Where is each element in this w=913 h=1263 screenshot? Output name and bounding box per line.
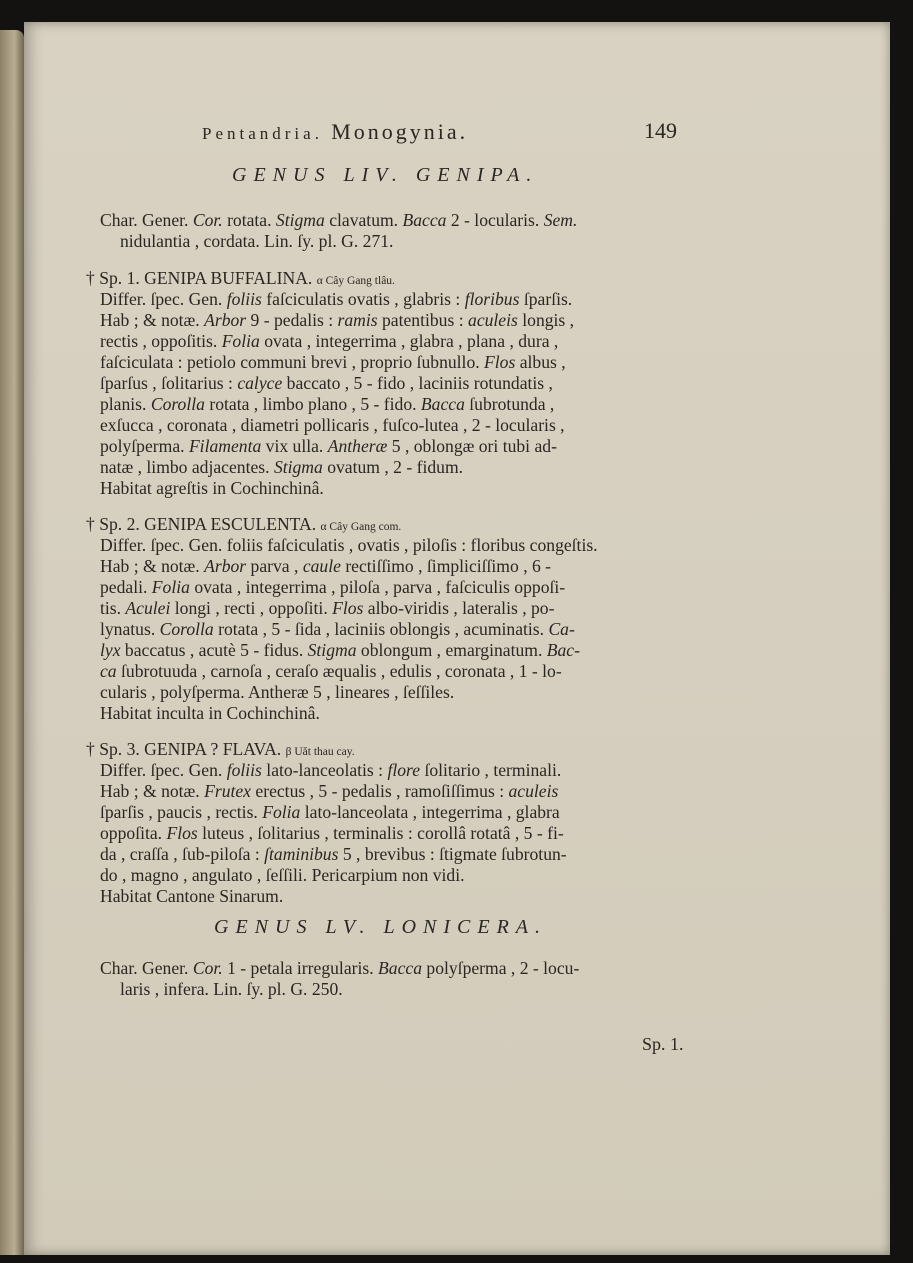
sp1-line: natæ , limbo adjacentes. Stigma ovatum , 2 - fidum. — [100, 457, 464, 477]
facing-page-edge — [0, 30, 24, 1255]
sp2-line: lynatus. Corolla rotata , 5 - ſida , laciniis oblongis , acuminatis. Ca- — [100, 619, 575, 639]
sp3-line: ſparſis , paucis , rectis. Folia lato-lanceolata , integerrima , glabra — [100, 802, 560, 822]
sp1-line: rectis , oppoſitis. Folia ovata , integerrima , glabra , plana , dura , — [100, 331, 559, 351]
running-head — [202, 119, 468, 145]
genus-54-char-line1: Char. Gener. Cor. rotata. Stigma clavatum. Bacca 2 - locularis. Sem. — [100, 210, 578, 230]
genus-55-char-line1: Char. Gener. Cor. 1 - petala irregularis. Bacca polyſperma , 2 - locu- — [100, 958, 580, 978]
sp1-line: exſucca , coronata , diametri pollicaris , fuſco-lutea , 2 - locularis , — [100, 415, 565, 435]
sp3-heading: † Sp. 3. GENIPA ? FLAVA. β Uăt thau cay. — [86, 739, 355, 759]
sp2-line: tis. Aculei longi , recti , oppoſiti. Flos albo-viridis , lateralis , po- — [100, 598, 555, 618]
sp2-habitat: Habitat inculta in Cochinchinâ. — [100, 703, 320, 723]
sp2-vernacular: α Cây Gang com. — [320, 521, 402, 533]
genus-54-title: GENUS LIV. GENIPA. — [232, 164, 539, 186]
running-head-pentandria: Pentandria. — [202, 124, 323, 143]
catchword: Sp. 1. — [642, 1034, 684, 1054]
sp3-vernacular: β Uăt thau cay. — [285, 746, 355, 758]
sp3-line: oppoſita. Flos luteus , ſolitarius , terminalis : corollâ rotatâ , 5 - fi- — [100, 823, 564, 843]
sp3-line: do , magno , angulato , ſeſſili. Pericarpium non vidi. — [100, 865, 465, 885]
sp1-line: polyſperma. Filamenta vix ulla. Antheræ 5 , oblongæ ori tubi ad- — [100, 436, 557, 456]
genus-55-title: GENUS LV. LONICERA. — [214, 916, 548, 938]
sp2-line: ca ſubrotuuda , carnoſa , ceraſo æqualis , edulis , coronata , 1 - lo- — [100, 661, 562, 681]
sp3-line: Hab ; & notæ. Frutex erectus , 5 - pedalis , ramoſiſſimus : aculeis — [100, 781, 559, 801]
genus-55-char-line2: laris , infera. Lin. ſy. pl. G. 250. — [120, 979, 343, 999]
sp1-habitat: Habitat agreſtis in Cochinchinâ. — [100, 478, 324, 498]
page-number: 149 — [644, 118, 677, 143]
sp1-line: planis. Corolla rotata , limbo plano , 5 - fido. Bacca ſubrotunda , — [100, 394, 555, 414]
sp1-line: ſparſus , ſolitarius : calyce baccato , 5 - fido , laciniis rotundatis , — [100, 373, 553, 393]
sp3-line: da , craſſa , ſub-piloſa : ſtaminibus 5 , brevibus : ſtigmate ſubrotun- — [100, 844, 567, 864]
running-head-monogynia: Monogynia. — [331, 119, 469, 144]
sp2-line: Hab ; & notæ. Arbor parva , caule rectiſſimo , ſimpliciſſimo , 6 - — [100, 556, 552, 576]
sp1-heading: † Sp. 1. GENIPA BUFFALINA. α Cây Gang tlâu. — [86, 268, 395, 288]
genus-54-char-line2: nidulantia , cordata. Lin. ſy. pl. G. 271. — [120, 231, 394, 251]
sp3-line: Differ. ſpec. Gen. foliis lato-lanceolatis : flore ſolitario , terminali. — [100, 760, 562, 780]
sp1-line: Hab ; & notæ. Arbor 9 - pedalis : ramis patentibus : aculeis longis , — [100, 310, 575, 330]
sp2-line: pedali. Folia ovata , integerrima , piloſa , parva , faſciculis oppoſi- — [100, 577, 566, 597]
sp2-heading: † Sp. 2. GENIPA ESCULENTA. α Cây Gang com. — [86, 514, 402, 534]
sp1-line: faſciculata : petiolo communi brevi , proprio ſubnullo. Flos albus , — [100, 352, 566, 372]
book-page — [24, 22, 890, 1255]
sp1-line: Differ. ſpec. Gen. foliis faſciculatis ovatis , glabris : floribus ſparſis. — [100, 289, 573, 309]
sp2-line: lyx baccatus , acutè 5 - fidus. Stigma oblongum , emarginatum. Bac- — [100, 640, 580, 660]
sp1-vernacular: α Cây Gang tlâu. — [316, 275, 395, 287]
sp2-line: Differ. ſpec. Gen. foliis faſciculatis , ovatis , piloſis : floribus congeſtis. — [100, 535, 598, 555]
sp3-habitat: Habitat Cantone Sinarum. — [100, 886, 284, 906]
sp2-line: cularis , polyſperma. Antheræ 5 , lineares , ſeſſiles. — [100, 682, 455, 702]
